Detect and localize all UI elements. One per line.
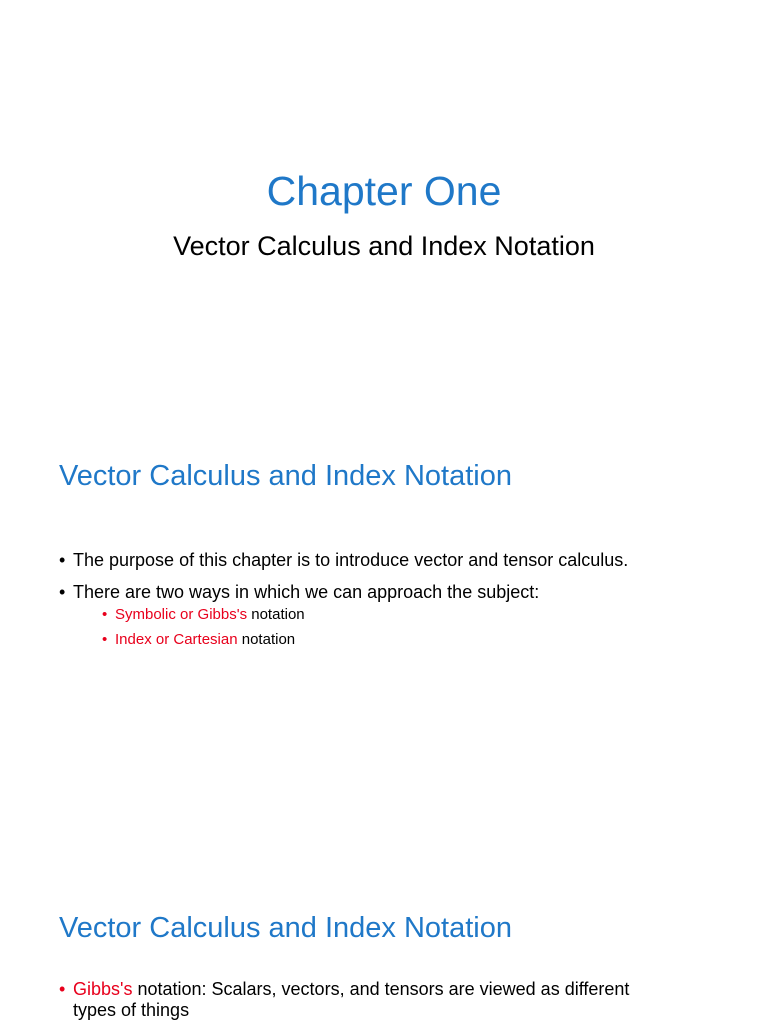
bullet-item	[59, 549, 628, 571]
slide-title-chapter-one	[0, 0, 768, 432]
chapter-subtitle: Vector Calculus and Index Notation	[173, 231, 595, 261]
bullet-item	[59, 979, 629, 1021]
bullet-text-continued: types of things	[73, 1000, 190, 1020]
bullet-item	[59, 581, 628, 650]
chapter-title: Chapter One	[266, 168, 502, 214]
bullet-list	[59, 979, 629, 1024]
slide-heading: Vector Calculus and Index Notation	[59, 460, 512, 492]
slide-gibbs-notation	[0, 884, 768, 1024]
bullet-text: The purpose of this chapter is to introduce vector and tensor calculus.	[73, 550, 629, 570]
bullet-text: There are two ways in which we can approach the subject:	[73, 582, 540, 602]
bullet-text: notation: Scalars, vectors, and tensors are viewed as different	[132, 979, 630, 999]
sub-bullet-item	[102, 605, 628, 625]
sub-bullet-text: notation	[247, 606, 305, 623]
sub-bullet-list	[73, 605, 628, 650]
slide-heading: Vector Calculus and Index Notation	[59, 912, 512, 944]
sub-bullet-highlight: Symbolic or Gibbs's	[115, 606, 248, 623]
slide-introduction	[0, 432, 768, 864]
bullet-list	[59, 549, 628, 660]
sub-bullet-text: notation	[237, 631, 296, 648]
sub-bullet-highlight: Index or Cartesian	[115, 631, 238, 648]
bullet-highlight: Gibbs's	[73, 979, 133, 999]
sub-bullet-item	[102, 630, 628, 650]
